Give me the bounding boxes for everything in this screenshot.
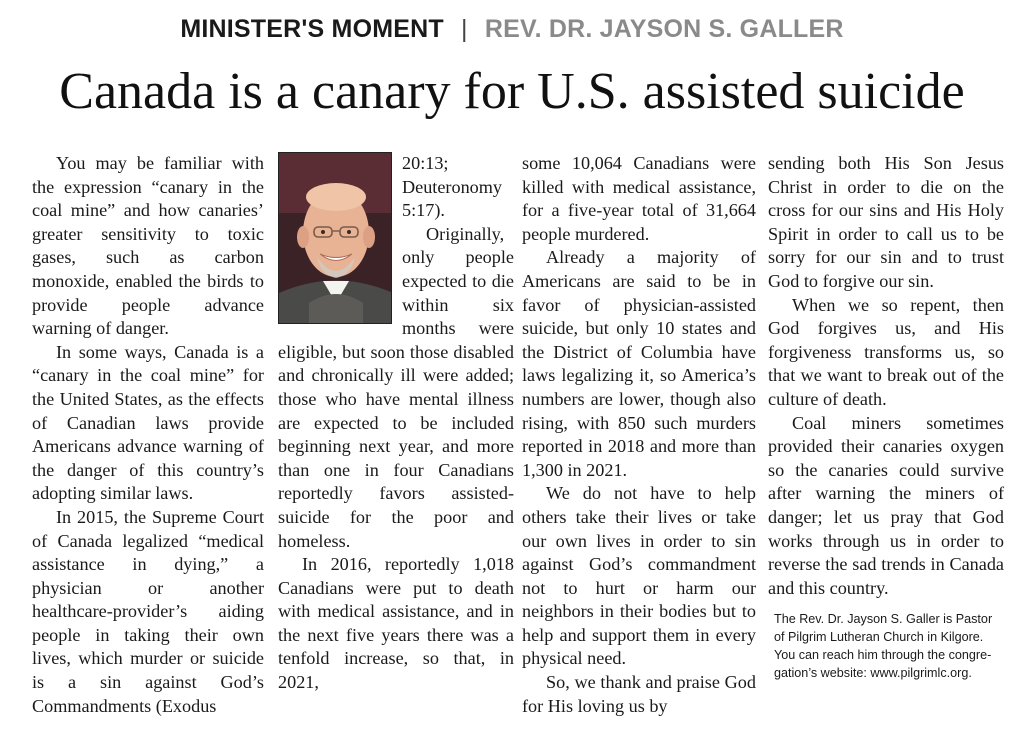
paragraph: Already a majority of Americans are said to be in favor of physician-assisted suicide, but only 10 states and the District of Columbia have laws legalizing it, so America’s numbers are lower, though also rising, with 850 such murders reported in 2018 and more than 1,300 in 2021. [522,247,756,480]
column-header [0,14,1024,44]
paragraph: Coal miners sometimes provided their canaries oxygen so the canaries could survive after warning the miners of danger; let us pray that God works through us in order to reverse the sad trends in Canada and this country. [768,412,1004,598]
bio-line: of Pilgrim Lutheran Church in Kilgore. [774,630,984,645]
paragraph: You may be familiar with the expression “canary in the coal mine” and how canaries’ greater sensitivity to toxic gases, such as carbon monoxide, enabled the birds to provide people advance warning of danger. [32,153,264,339]
bio-line: The Rev. Dr. Jayson S. Galler is Pastor [774,612,993,627]
article-column-4 [768,152,1004,682]
paragraph-continuation: 20:13; Deuteronomy 5:17). [402,153,503,221]
paragraph: In 2016, reportedly 1,018 Canadians were put to death with medical assistance, and in the next five years there was a tenfold increase, so that, in 2021, [278,554,514,693]
author-photo [278,152,392,324]
paragraph-continuation: some 10,064 Canadians were killed with medical assistance, for a five-year total of 31,664 people murdered. [522,153,756,244]
headline: Canada is a canary for U.S. assisted suicide [59,63,965,120]
author-bio [768,610,1004,682]
paragraph-continuation: sending both His Son Jesus Christ in order to die on the cross for our sins and His Holy Spirit in order to call us to be sorry for our sin and to trust God to forgive our sin. [768,153,1004,291]
article-column-2 [278,152,514,695]
bio-line: You can reach him through the congre- [774,648,992,663]
article-column-3 [522,152,756,718]
column-kicker: MINISTER'S MOMENT [180,15,444,43]
paragraph: So, we thank and praise God for His loving us by [522,672,756,716]
header-separator: | [461,15,468,43]
paragraph: In some ways, Canada is a “canary in the coal mine” for the United States, as the effects of Canadian laws provide Americans advance warning of the danger of this country’s adopting similar laws. [32,341,264,504]
paragraph: When we so repent, then God forgives us, and His forgiveness transforms us, so that we want to break out of the culture of death. [768,294,1004,409]
article-column-1 [32,152,264,718]
paragraph: In 2015, the Supreme Court of Canada legalized “medical assistance in dying,” a physician or another healthcare-provider’s aiding people in taking their own lives, which murder or suicide is a sin against God’s Commandments (Exodus [32,506,264,716]
author-byline: REV. DR. JAYSON S. GALLER [484,15,844,43]
bio-line: gation’s website: www.pilgrimlc.org. [774,666,972,681]
paragraph: We do not have to help others take their lives or take our own lives in order to sin against God’s commandment not to hurt or harm our neighbors in their bodies but to help and support them in every physical need. [522,483,756,669]
paragraph: Originally, only people expected to die within six months were eligible, but soon those disabled and chronically ill were added; those who have mental illness are expected to be included beginning next year, and more than one in four Canadians reportedly favors assisted-suicide for the poor and homeless. [278,223,514,551]
author-portrait-icon [279,153,392,324]
